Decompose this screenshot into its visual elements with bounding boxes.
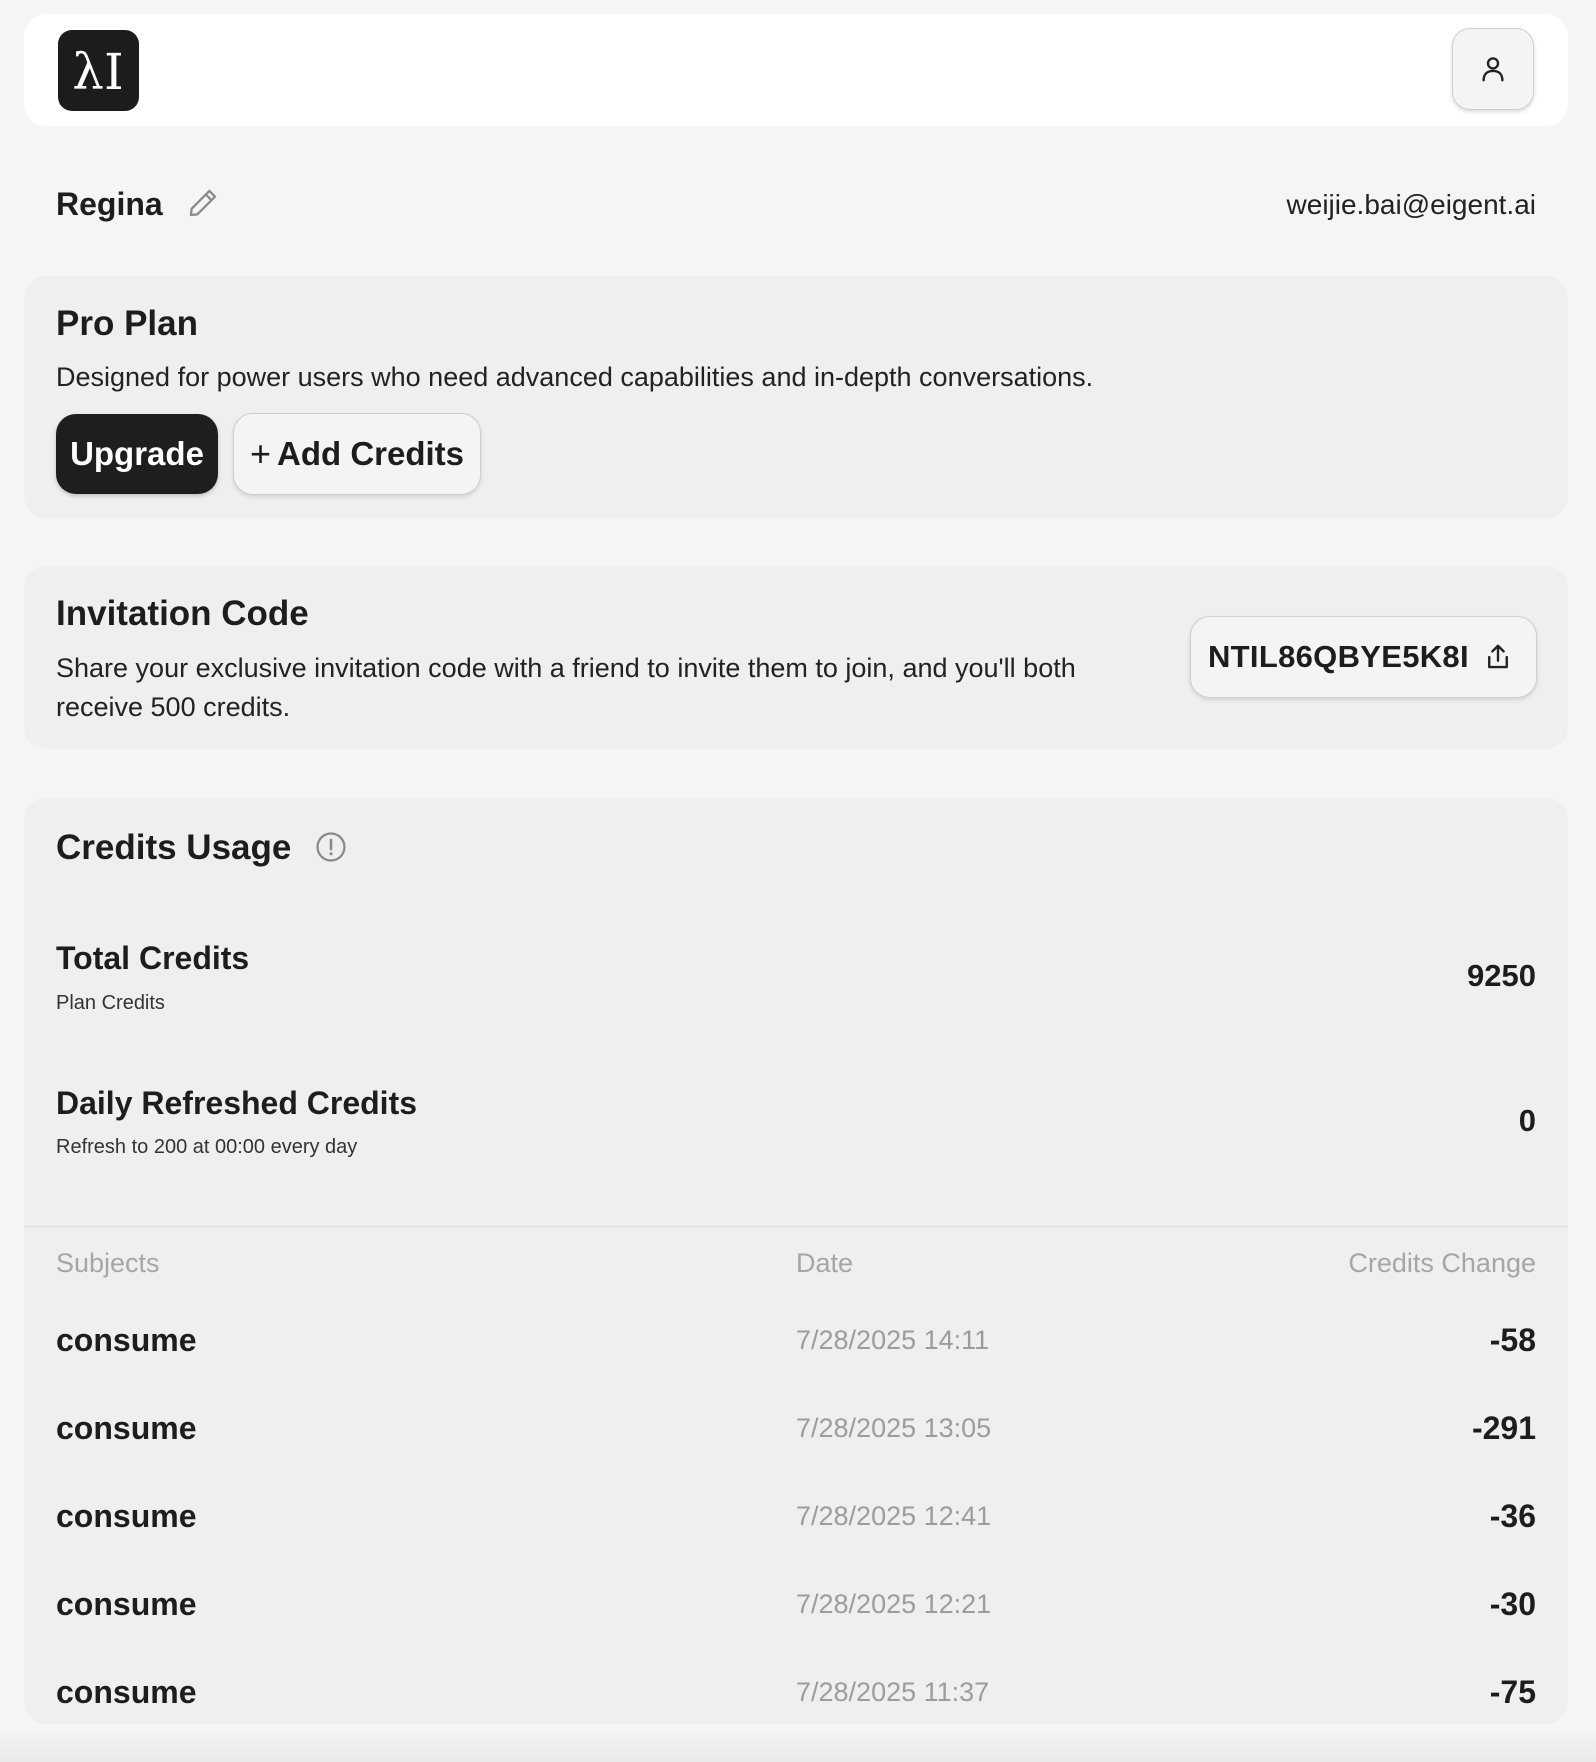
invitation-code: NTIL86QBYE5K8I (1208, 639, 1469, 674)
invitation-description-line2: receive 500 credits. (56, 692, 291, 722)
profile-name: Regina (56, 186, 163, 222)
row-subject: consume (56, 1322, 197, 1358)
row-date: 7/28/2025 13:05 (796, 1413, 992, 1443)
credits-usage-card (24, 798, 1568, 1724)
profile-email: weijie.bai@eigent.ai (1286, 189, 1536, 220)
table-row (24, 1584, 1568, 1624)
share-icon (1483, 642, 1513, 672)
credits-usage-title: Credits Usage (56, 828, 292, 867)
row-credits-change: -75 (1489, 1674, 1536, 1710)
total-credits-title: Total Credits (56, 940, 250, 976)
column-header-credits-change: Credits Change (1348, 1248, 1536, 1278)
add-credits-button[interactable] (233, 413, 481, 495)
section-divider (24, 1226, 1568, 1227)
daily-credits-title: Daily Refreshed Credits (56, 1085, 418, 1121)
row-date: 7/28/2025 14:11 (796, 1325, 990, 1355)
add-credits-label: Add Credits (277, 435, 465, 472)
total-credits-value: 9250 (1467, 958, 1536, 993)
row-subject: consume (56, 1498, 197, 1534)
pencil-icon[interactable] (186, 186, 220, 220)
svg-text:λI: λI (72, 43, 124, 101)
row-credits-change: -291 (1471, 1410, 1536, 1446)
page-bottom-edge (0, 1734, 1596, 1762)
user-icon (1478, 54, 1508, 84)
row-credits-change: -30 (1489, 1586, 1536, 1622)
row-date: 7/28/2025 12:41 (796, 1501, 992, 1531)
table-row (24, 1320, 1568, 1360)
row-date: 7/28/2025 12:21 (796, 1589, 992, 1619)
lambda-i-logo-icon (58, 30, 139, 111)
invitation-title: Invitation Code (56, 594, 309, 633)
plan-description: Designed for power users who need advanced capabilities and in-depth conversations. (56, 362, 1094, 392)
info-icon[interactable] (314, 830, 348, 864)
plan-card (24, 276, 1568, 518)
plan-title: Pro Plan (56, 304, 198, 343)
column-header-date: Date (796, 1248, 854, 1278)
total-credits-subtitle: Plan Credits (56, 992, 165, 1014)
daily-credits-subtitle: Refresh to 200 at 00:00 every day (56, 1136, 358, 1158)
upgrade-button[interactable]: Upgrade (56, 414, 218, 494)
invitation-code-button[interactable] (1190, 616, 1537, 698)
column-header-subjects: Subjects (56, 1248, 160, 1278)
invitation-description-line1: Share your exclusive invitation code with a friend to invite them to join, and you'll both (56, 653, 1076, 683)
plus-icon: + (249, 433, 271, 474)
app-logo[interactable] (58, 30, 139, 111)
table-row (24, 1408, 1568, 1448)
row-subject: consume (56, 1674, 197, 1710)
row-subject: consume (56, 1586, 197, 1622)
row-credits-change: -58 (1489, 1322, 1536, 1358)
daily-credits-value: 0 (1518, 1103, 1536, 1138)
top-bar (24, 14, 1568, 126)
invitation-card (24, 566, 1568, 749)
table-row (24, 1672, 1568, 1712)
row-credits-change: -36 (1489, 1498, 1536, 1534)
row-subject: consume (56, 1410, 197, 1446)
table-row (24, 1496, 1568, 1536)
row-date: 7/28/2025 11:37 (796, 1677, 990, 1707)
user-account-button[interactable] (1452, 28, 1534, 110)
